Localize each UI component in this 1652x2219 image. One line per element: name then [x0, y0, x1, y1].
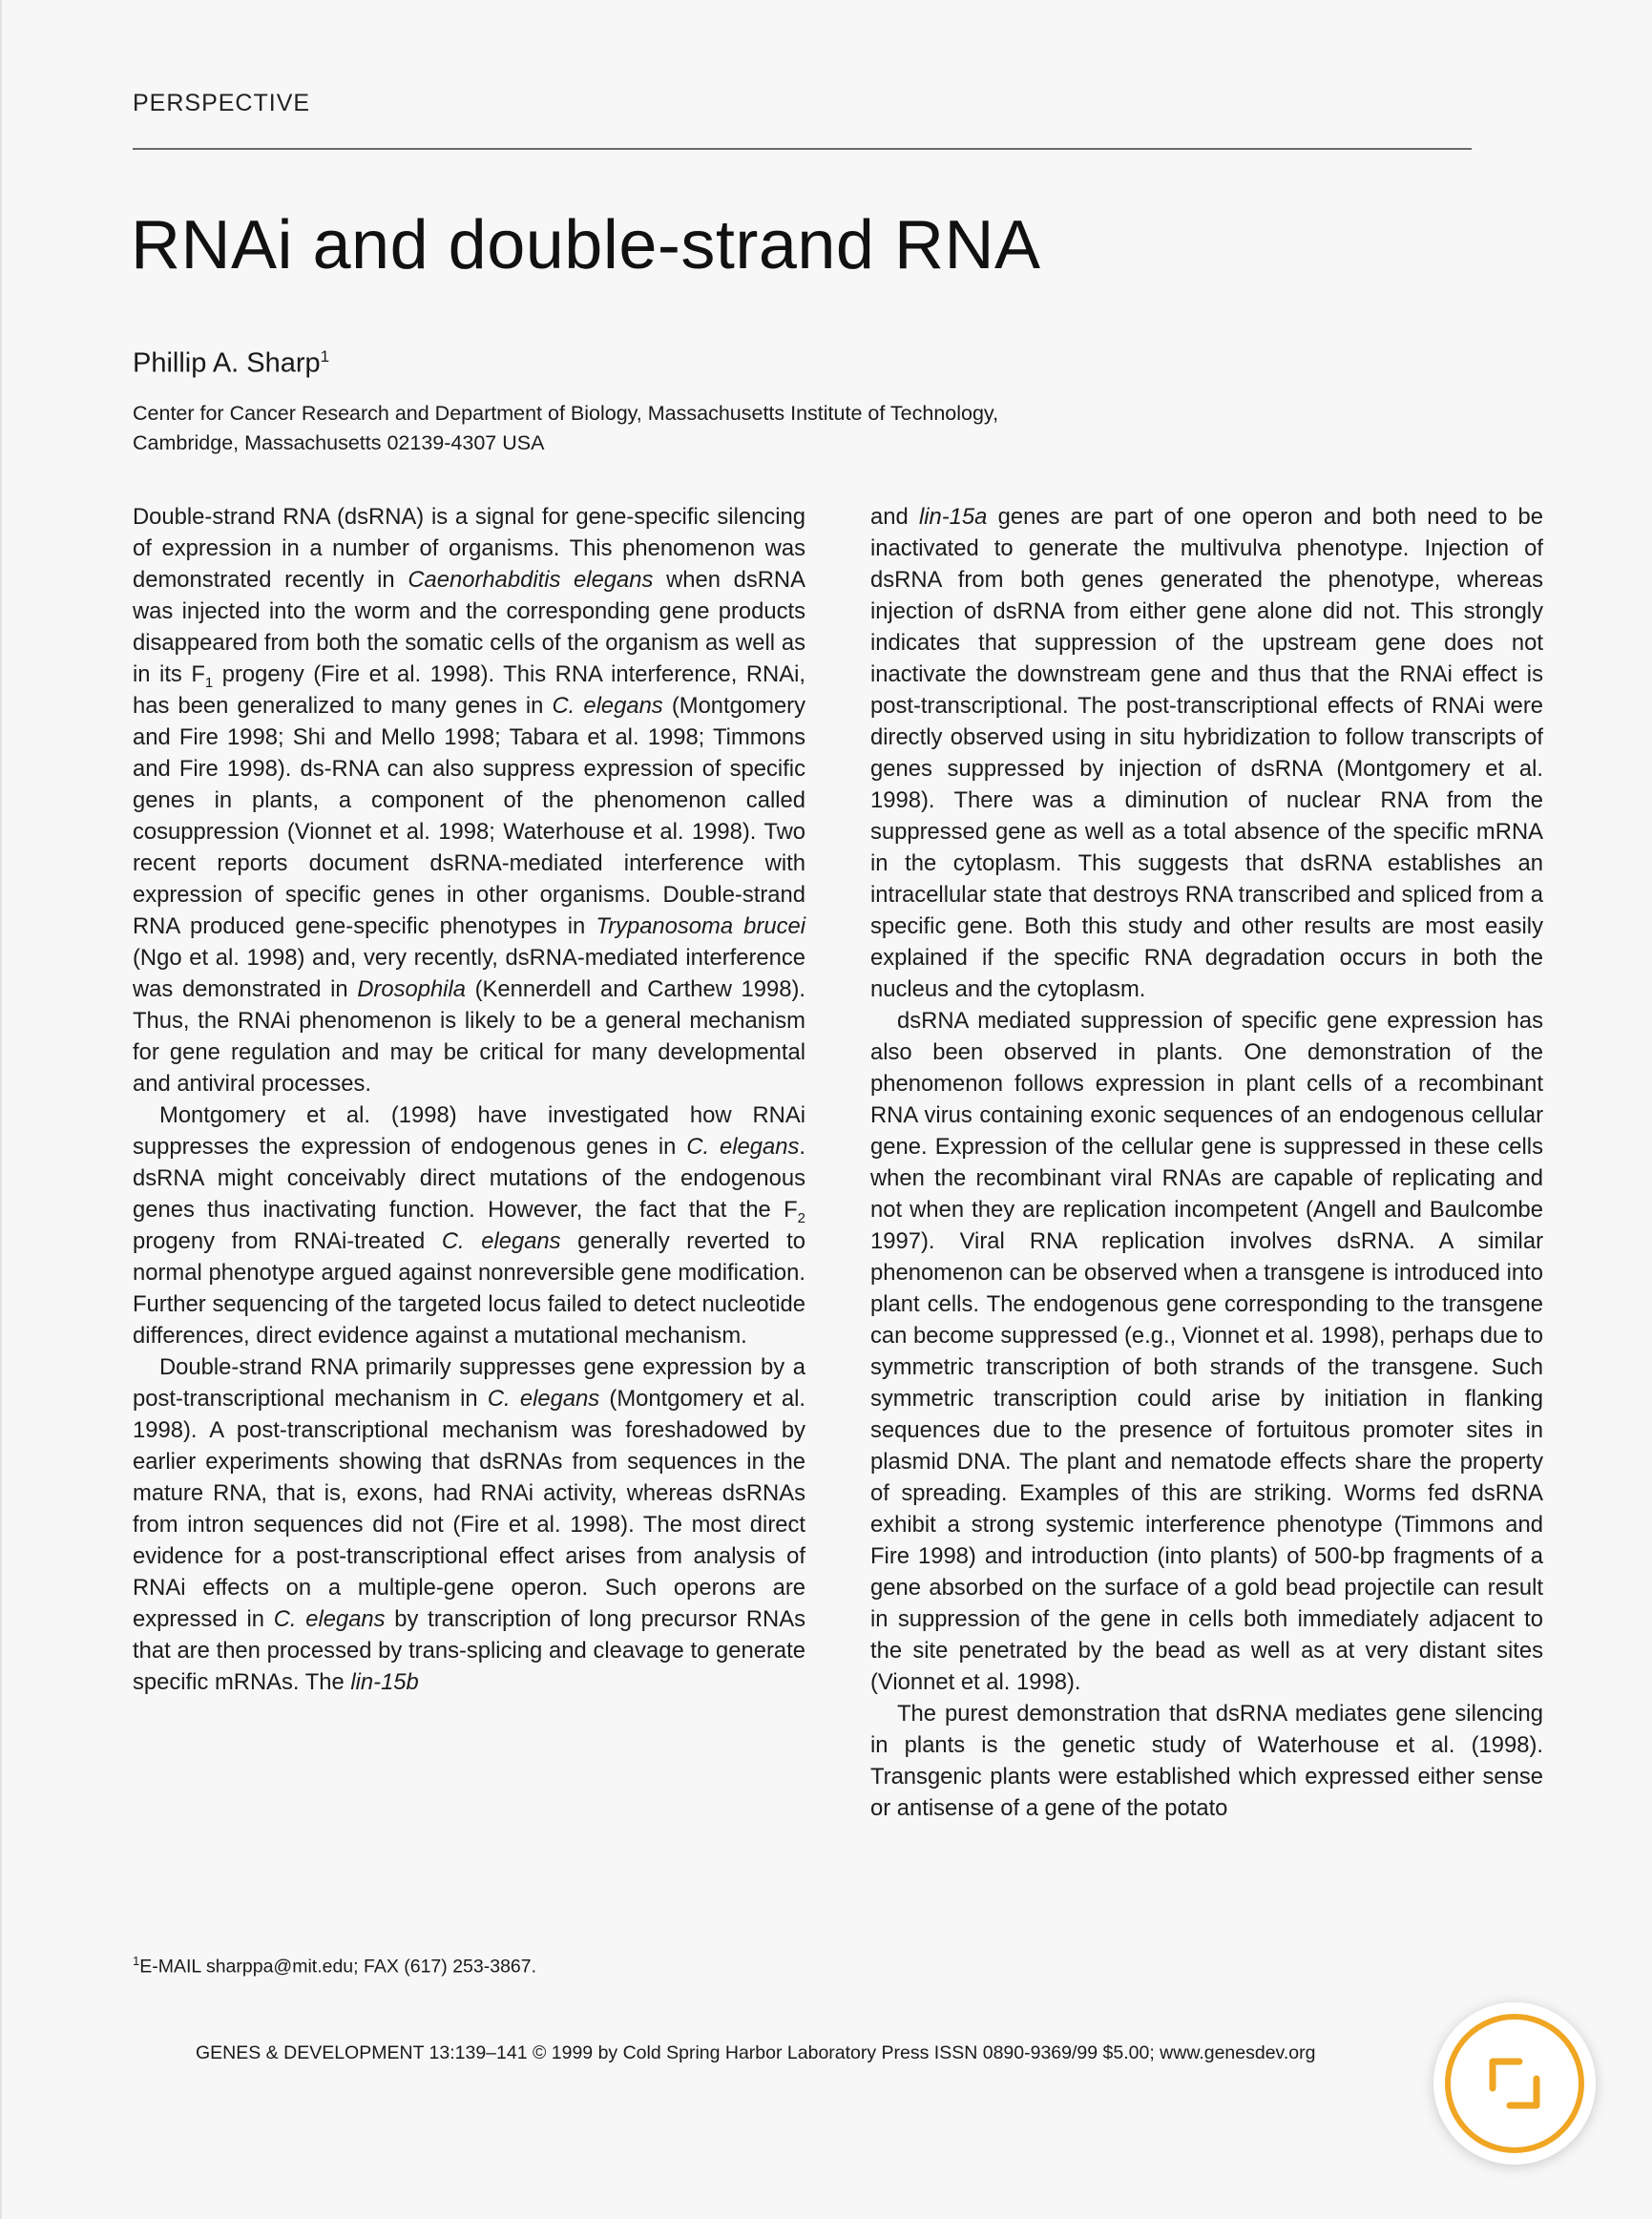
text-run: (Montgomery and Fire 1998; Shi and Mello 1998; Tabara et al. 1998; Timmons and Fire 1998). ds-RNA can also suppress expression of specific genes in plants, a component of the phenomenon called cosuppression (Vionnet et al. 1998; Waterhouse et al. 1998). Two recent reports document dsRNA-mediated interference with expression of specific genes in other organisms. Double-strand RNA produced gene-specific phenotypes in — [133, 693, 805, 939]
footnote-marker: 1 — [133, 1954, 140, 1968]
text-run: progeny (Fire et al. 1998). This RNA interference, RNAi, has been generalized to many genes in — [133, 661, 805, 719]
footnote-text: E-MAIL sharppa@mit.edu; FAX (617) 253-3867. — [139, 1956, 537, 1978]
text-run: when dsRNA was injected into the worm and the corresponding gene products disappeared from both the somatic cells of the organism as well as in its F — [133, 567, 805, 687]
text-run: (Kennerdell and Carthew 1998). Thus, the RNAi phenomenon is likely to be a general mechanism for gene regulation and may be critical for many developmental and antiviral processes. — [133, 976, 805, 1097]
text-run: by transcription of long precursor RNAs that are then processed by trans-splicing and cleavage to generate specific mRNAs. The — [133, 1606, 805, 1695]
text-run: Montgomery et al. (1998) have investigated how RNAi suppresses the expression of endogenous genes in — [133, 1102, 805, 1160]
body-paragraph — [133, 1099, 805, 1351]
section-label: PERSPECTIVE — [133, 90, 311, 116]
subscript: 2 — [797, 1209, 805, 1226]
species-name: Trypanosoma brucei — [596, 913, 805, 939]
left-column — [133, 501, 805, 1698]
body-paragraph: dsRNA mediated suppression of specific gene expression has also been observed in plants. One demonstration of the phenomenon follows expression in plant cells of a recombinant RNA virus containing exonic sequences of an endogenous cellular gene. Expression of the cellular gene is suppressed in these cells when the recombinant viral RNAs are capable of replicating and not when they are replication incompetent (Angell and Baulcombe 1997). Viral RNA replication involves dsRNA. A similar phenomenon can be observed when a transgene is introduced into plant cells. The endogenous gene corresponding to the transgene can become suppressed (e.g., Vionnet et al. 1998), perhaps due to symmetric transcription of both strands of the transgene. Such symmetric transcription could arise by initiation in flanking sequences due to the presence of fortuitous promoter sites in plasmid DNA. The plant and nematode effects share the property of spreading. Examples of this are striking. Worms fed dsRNA exhibit a strong systemic interference phenotype (Timmons and Fire 1998) and introduction (into plants) of 500-bp fragments of a gene absorbed on the surface of a gold bead projectile can result in suppression of the gene in cells both immediately adjacent to the site penetrated by the bead as well as at very distant sites (Vionnet et al. 1998). — [870, 1008, 1543, 1695]
text-run: progeny from RNAi-treated — [133, 1228, 442, 1254]
expand-icon — [1481, 2050, 1548, 2117]
header-rule — [133, 148, 1472, 150]
text-run: . dsRNA might conceivably direct mutations of the endogenous genes thus inactivating function. However, the fact that the F — [133, 1134, 805, 1223]
gene-name: lin-15a — [918, 504, 988, 530]
text-run: (Ngo et al. 1998) and, very recently, dsRNA-mediated interference was demonstrated in — [133, 945, 805, 1002]
right-column — [870, 501, 1543, 1824]
article-title: RNAi and double-strand RNA — [131, 207, 1041, 283]
gene-name: lin-15b — [350, 1669, 419, 1695]
affiliation-line-1: Center for Cancer Research and Department of Biology, Massachusetts Institute of Technology, — [133, 402, 999, 425]
species-name: Drosophila — [357, 976, 466, 1002]
author-footnote-marker: 1 — [320, 347, 330, 366]
footnote — [133, 1954, 536, 1978]
species-name: C. elegans — [441, 1228, 561, 1254]
author-name: Phillip A. Sharp — [133, 347, 321, 379]
journal-footer: GENES & DEVELOPMENT 13:139–141 © 1999 by Cold Spring Harbor Laboratory Press ISSN 0890-9369/99 $5.00; www.genesdev.org — [196, 2042, 1316, 2063]
species-name: C. elegans — [552, 693, 663, 719]
text-run: Double-strand RNA (dsRNA) is a signal for gene-specific silencing of expression in a number of organisms. This phenomenon was demonstrated recently in — [133, 504, 805, 593]
text-run: generally reverted to normal phenotype argued against nonreversible gene modification. Further sequencing of the targeted locus failed to detect nucleotide differences, direct evidence against a mutational mechanism. — [133, 1228, 805, 1349]
author-line — [133, 347, 329, 380]
species-name: C. elegans — [487, 1386, 600, 1412]
species-name: Caenorhabditis elegans — [408, 567, 654, 593]
text-run: and — [870, 504, 919, 530]
species-name: C. elegans — [273, 1606, 386, 1632]
body-paragraph: The purest demonstration that dsRNA mediates gene silencing in plants is the genetic study of Waterhouse et al. (1998). Transgenic plants were established which expressed either sense or antisense of a gene of the potato — [870, 1701, 1543, 1821]
body-paragraph — [133, 501, 805, 1099]
subscript: 1 — [204, 674, 214, 691]
text-run: (Montgomery et al. 1998). A post-transcriptional mechanism was foreshadowed by earlier experiments showing that dsRNAs from sequences in the mature RNA, that is, exons, had RNAi activity, whereas dsRNAs from intron sequences did not (Fire et al. 1998). The most direct evidence for a post-transcriptional effect arises from analysis of RNAi effects on a multiple-gene operon. Such operons are expressed in — [133, 1386, 805, 1632]
body-paragraph — [870, 501, 1543, 1005]
affiliation-line-2: Cambridge, Massachusetts 02139-4307 USA — [133, 431, 545, 454]
text-run: Double-strand RNA primarily suppresses gene expression by a post-transcriptional mechanism in — [133, 1354, 805, 1412]
affiliation — [133, 399, 1278, 458]
body-paragraph — [133, 1351, 805, 1698]
text-run: genes are part of one operon and both need to be inactivated to generate the multivulva phenotype. Injection of dsRNA from both genes generated the phenotype, whereas injection of dsRNA from either gene alone did not. This strongly indicates that suppression of the upstream gene does not inactivate the downstream gene and thus that the RNAi effect is post-transcriptional. The post-transcriptional effects of RNAi were directly observed using in situ hybridization to follow transcripts of genes suppressed by injection of dsRNA (Montgomery et al. 1998). There was a diminution of nuclear RNA from the suppressed gene as well as a total absence of the specific mRNA in the cytoplasm. This suggests that dsRNA establishes an intracellular state that destroys RNA transcribed and spliced from a specific gene. Both this study and other results are most easily explained if the specific RNA degradation occurs in both the nucleus and the cytoplasm. — [870, 504, 1543, 1002]
species-name: C. elegans — [686, 1134, 800, 1160]
expand-button-ring — [1445, 2014, 1584, 2153]
expand-button[interactable] — [1433, 2002, 1596, 2165]
